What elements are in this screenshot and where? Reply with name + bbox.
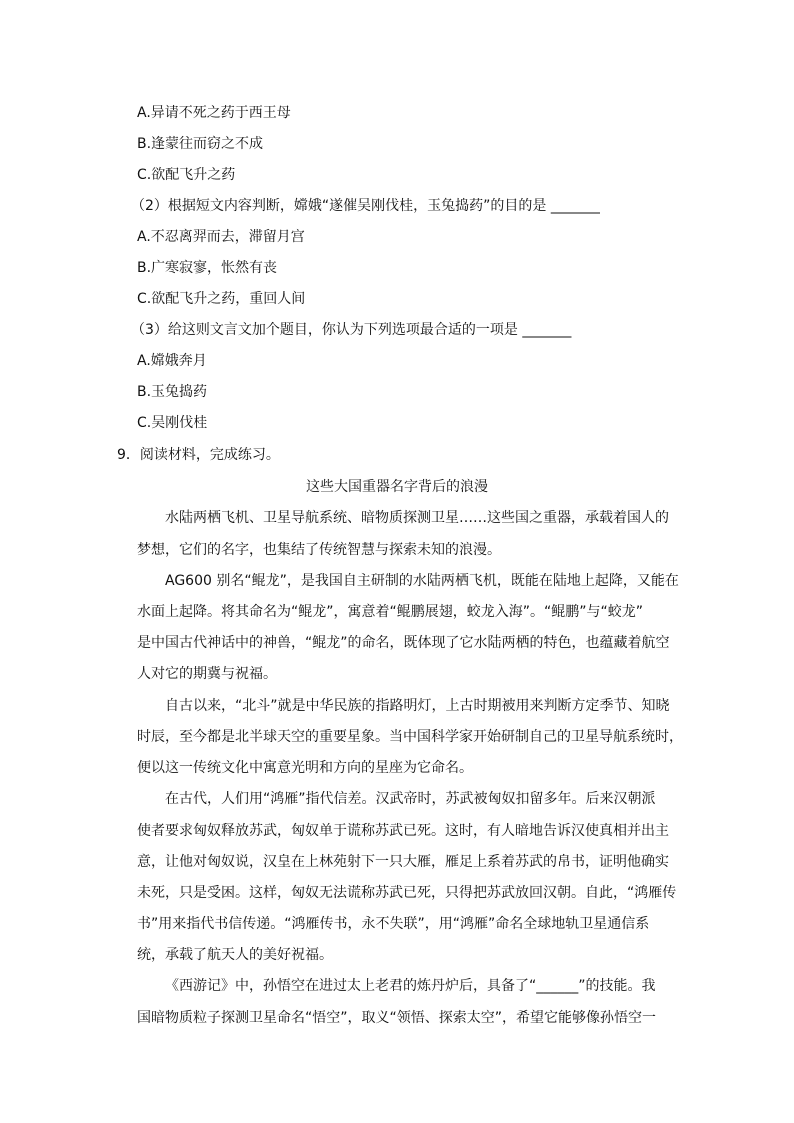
question-9-heading: 9．阅读材料，完成练习。 [117, 447, 280, 463]
article-line: 时辰，至今都是北半球天空的重要星象。当中国科学家开始研制自己的卫星导航系统时， [137, 729, 683, 745]
option-b[interactable]: B.广寒寂寥，怅然有丧 [137, 260, 278, 276]
option-b[interactable]: B.逢蒙往而窃之不成 [137, 136, 264, 152]
option-c[interactable]: C.欲配飞升之药，重回人间 [137, 291, 306, 307]
article-line: 意，让他对匈奴说，汉皇在上林苑射下一只大雁，雁足上系着苏武的帛书，证明他确实 [137, 854, 669, 870]
option-a[interactable]: A.不忍离羿而去，滞留月宫 [137, 229, 305, 245]
question-part-2-prompt: （2）根据短文内容判断，嫦娥“遂催吴刚伐桂，玉兔捣药”的目的是 _______ [131, 198, 600, 214]
article-title: 这些大国重器名字背后的浪漫 [306, 479, 488, 495]
option-b[interactable]: B.玉兔捣药 [137, 384, 208, 400]
option-c[interactable]: C.欲配飞升之药 [137, 167, 236, 183]
article-line: 便以这一传统文化中寓意光明和方向的星座为它命名。 [137, 760, 473, 776]
article-line: 《西游记》中，孙悟空在进过太上老君的炼丹炉后，具备了“______”的技能。我 [165, 978, 656, 994]
option-a[interactable]: A.嫦娥奔月 [137, 353, 207, 369]
article-line: 统，承载了航天人的美好祝福。 [137, 947, 333, 963]
article-line: 人对它的期冀与祝福。 [137, 666, 277, 682]
article-line: 在古代，人们用“鸿雁”指代信差。汉武帝时，苏武被匈奴扣留多年。后来汉朝派 [165, 791, 656, 807]
article-line: 梦想，它们的名字，也集结了传统智慧与探索未知的浪漫。 [137, 542, 501, 558]
article-line: 使者要求匈奴释放苏武，匈奴单于谎称苏武已死。这时，有人暗地告诉汉使真相并出主 [137, 823, 669, 839]
article-line: 水面上起降。将其命名为“鲲龙”，寓意着“鲲鹏展翅，蛟龙入海”。“鲲鹏”与“蛟龙” [137, 604, 644, 620]
article-line: 未死，只是受困。这样，匈奴无法谎称苏武已死，只得把苏武放回汉朝。自此，“鸿雁传 [137, 885, 677, 901]
option-c[interactable]: C.吴刚伐桂 [137, 415, 208, 431]
article-line: AG600 别名“鲲龙”，是我国自主研制的水陆两栖飞机，既能在陆地上起降，又能在 [165, 573, 679, 589]
article-line: 是中国古代神话中的神兽，“鲲龙”的命名，既体现了它水陆两栖的特色，也蕴藏着航空 [137, 635, 670, 651]
question-part-3-prompt: （3）给这则文言文加个题目，你认为下列选项最合适的一项是 _______ [131, 322, 572, 338]
option-a[interactable]: A.异请不死之药于西王母 [137, 105, 291, 121]
article-line: 书”用来指代书信传递。“鸿雁传书，永不失联”，用“鸿雁”命名全球地轨卫星通信系 [137, 916, 650, 932]
article-line: 水陆两栖飞机、卫星导航系统、暗物质探测卫星……这些国之重器，承载着国人的 [165, 510, 669, 526]
article-line: 国暗物质粒子探测卫星命名“悟空”，取义“领悟、探索太空”，希望它能够像孙悟空一 [137, 1010, 657, 1026]
article-line: 自古以来，“北斗”就是中华民族的指路明灯，上古时期被用来判断方定季节、知晓 [165, 698, 670, 714]
